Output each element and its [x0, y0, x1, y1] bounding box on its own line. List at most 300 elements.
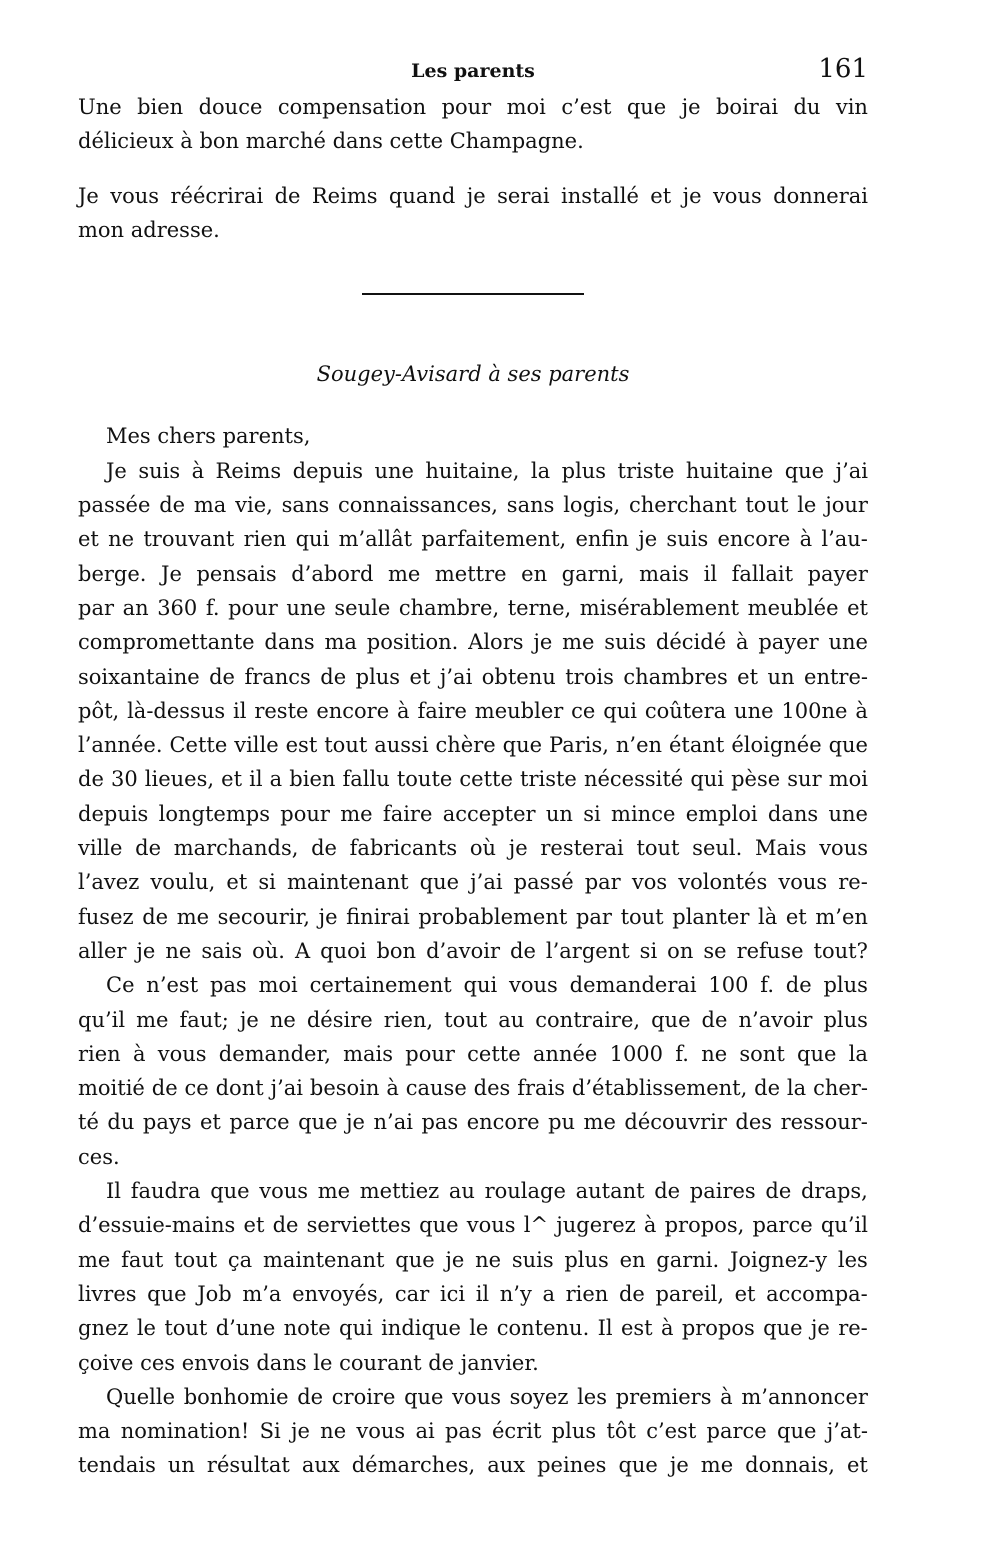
- word: d’établissement,: [571, 1076, 748, 1101]
- word: que: [404, 1384, 444, 1409]
- word: accepter: [442, 801, 536, 826]
- word: ne: [108, 527, 135, 552]
- word: un: [767, 664, 795, 689]
- word: sans: [281, 493, 330, 518]
- word: suis: [604, 630, 647, 655]
- word: vous: [712, 183, 762, 208]
- word: maintenant: [262, 1247, 385, 1272]
- paragraph-gap: [78, 159, 868, 179]
- word: que: [147, 1281, 187, 1306]
- word: on: [667, 938, 694, 963]
- word: ville: [78, 836, 123, 861]
- word: que: [298, 1110, 338, 1135]
- word: que: [763, 1316, 803, 1341]
- word: que: [618, 1453, 658, 1478]
- word: et: [200, 1110, 221, 1135]
- word: tôt: [606, 1419, 636, 1444]
- word: ma: [324, 630, 357, 655]
- word: à: [397, 698, 410, 723]
- word: 30: [110, 767, 138, 792]
- word: j’ai: [470, 870, 503, 895]
- word: Si: [259, 1419, 281, 1444]
- word: ressour-: [780, 1110, 868, 1135]
- text-line: [78, 1414, 868, 1448]
- word: fusez: [78, 904, 134, 929]
- word: douce: [198, 95, 263, 119]
- word: pour: [405, 1041, 455, 1066]
- text-line: [78, 797, 868, 831]
- word: parce: [752, 1213, 813, 1238]
- word: du: [793, 95, 821, 119]
- word: qui: [339, 1316, 373, 1341]
- word: finirai: [346, 904, 410, 929]
- closing-paragraph-2: [78, 179, 868, 248]
- closing-paragraph: [78, 90, 868, 159]
- word: décidé: [655, 630, 727, 655]
- word: position.: [366, 630, 459, 655]
- word: seul.: [692, 836, 743, 861]
- word: vin: [835, 95, 868, 119]
- word: il: [703, 561, 718, 586]
- word: par: [575, 904, 612, 929]
- word: plus: [823, 1007, 868, 1032]
- word: que: [784, 458, 825, 483]
- word: qu’il: [78, 1007, 126, 1032]
- word: plus: [564, 1247, 609, 1272]
- word: n’avoir: [738, 1007, 813, 1032]
- word: Reims: [311, 183, 378, 208]
- word: faire: [382, 801, 433, 826]
- word: vous: [356, 1419, 406, 1444]
- word: pèse: [731, 767, 781, 792]
- text-line: mon adresse.: [78, 217, 220, 242]
- word: écrit: [492, 1419, 542, 1444]
- word: pas: [421, 1110, 459, 1135]
- word: francs: [244, 664, 311, 689]
- word: pour: [280, 801, 330, 826]
- word: il: [233, 698, 247, 723]
- word: Cette: [169, 733, 228, 758]
- word: payer: [807, 561, 868, 586]
- word: de: [159, 493, 186, 518]
- word: une: [286, 595, 326, 620]
- word: n’en: [615, 733, 663, 758]
- word: Je: [78, 183, 99, 208]
- word: pour: [228, 595, 278, 620]
- word: tout: [444, 1007, 488, 1032]
- word: frais: [517, 1076, 566, 1101]
- word: coûtera: [644, 698, 727, 723]
- word: vous: [157, 1041, 207, 1066]
- word: sont: [739, 1041, 785, 1066]
- text-line: [78, 488, 868, 522]
- text-line: [78, 179, 868, 213]
- word: ma: [193, 493, 227, 518]
- word: ma: [78, 1419, 111, 1444]
- word: aussi: [374, 733, 429, 758]
- word: me: [387, 561, 421, 586]
- text-line: [78, 625, 868, 659]
- word: cause: [405, 1076, 467, 1101]
- word: quoi: [320, 938, 367, 963]
- word: réécrirai: [170, 183, 264, 208]
- word: chambres: [623, 664, 728, 689]
- word: indique: [381, 1316, 461, 1341]
- word: Il: [106, 1179, 122, 1204]
- word: à: [735, 630, 749, 655]
- word: jugerez: [556, 1213, 636, 1238]
- word: un: [167, 1453, 195, 1478]
- word: entre-: [804, 664, 868, 689]
- word: je: [810, 1316, 830, 1341]
- word: Je: [161, 561, 182, 586]
- word: je: [638, 527, 658, 552]
- text-line: [78, 454, 868, 488]
- word: d’une: [215, 1316, 276, 1341]
- word: j’ai: [835, 458, 868, 483]
- word: installé: [561, 183, 639, 208]
- word: 1000: [609, 1041, 664, 1066]
- word: demanderai: [569, 973, 697, 998]
- word: sais: [201, 938, 243, 963]
- word: m’allât: [338, 527, 413, 552]
- word: il: [249, 767, 263, 792]
- word: de: [785, 973, 812, 998]
- word: l’au-: [821, 527, 868, 552]
- text-line: [78, 1380, 868, 1414]
- word: bien: [137, 95, 184, 119]
- word: de: [142, 904, 169, 929]
- word: de: [151, 1076, 178, 1101]
- word: me: [583, 1110, 616, 1135]
- word: contenu.: [496, 1316, 590, 1341]
- word: de: [510, 938, 536, 963]
- word: c’est: [561, 95, 612, 119]
- text-line: [78, 1037, 868, 1071]
- word: ça: [227, 1247, 253, 1272]
- word: me: [562, 630, 595, 655]
- word: rien: [565, 1281, 609, 1306]
- word: parfaitement,: [421, 527, 567, 552]
- word: berge.: [78, 561, 147, 586]
- word: qu’il: [820, 1213, 868, 1238]
- word: si: [258, 870, 276, 895]
- word: mais: [639, 561, 690, 586]
- word: je: [682, 183, 702, 208]
- word: de: [78, 767, 104, 792]
- word: croire: [331, 1384, 396, 1409]
- word: c’est: [646, 1419, 697, 1444]
- word: draps,: [800, 1179, 868, 1204]
- word: que: [797, 1041, 837, 1066]
- word: par: [78, 595, 115, 620]
- word: tout?: [813, 938, 868, 963]
- running-header: [78, 54, 868, 90]
- word: cherchant: [629, 493, 737, 518]
- word: les: [577, 1384, 608, 1409]
- word: le: [136, 1316, 156, 1341]
- word: propos: [681, 1316, 755, 1341]
- word: à: [660, 1316, 674, 1341]
- word: nomination!: [120, 1419, 250, 1444]
- word: cette: [467, 1041, 521, 1066]
- word: m’a: [242, 1281, 282, 1306]
- word: une: [374, 458, 414, 483]
- word: emploi: [685, 801, 758, 826]
- word: et: [846, 1453, 868, 1478]
- word: mettiez: [359, 1179, 440, 1204]
- text-line: [78, 522, 868, 556]
- word: par: [584, 870, 621, 895]
- word: me: [700, 1453, 734, 1478]
- word: logis,: [563, 493, 621, 518]
- word: le: [469, 1316, 489, 1341]
- word: de: [320, 664, 347, 689]
- word: je: [466, 183, 486, 208]
- letter-paragraph-1: [78, 454, 868, 968]
- word: me: [176, 904, 210, 929]
- word: re-: [838, 870, 868, 895]
- word: à: [799, 527, 813, 552]
- word: 360: [157, 595, 198, 620]
- word: je: [508, 836, 528, 861]
- word: pensais: [196, 561, 277, 586]
- word: m’annoncer: [741, 1384, 868, 1409]
- word: té: [78, 1110, 99, 1135]
- word: je: [445, 1247, 465, 1272]
- word: rien: [78, 1041, 121, 1066]
- word: suis: [511, 1247, 554, 1272]
- word: que: [210, 1179, 250, 1204]
- word: aux: [301, 1453, 340, 1478]
- word: dont: [215, 1076, 264, 1101]
- word: donnais,: [745, 1453, 835, 1478]
- word: vie,: [235, 493, 273, 518]
- word: ne: [475, 1247, 502, 1272]
- word: une: [828, 630, 868, 655]
- word: à: [855, 698, 868, 723]
- word: de: [765, 1179, 792, 1204]
- word: bonhomie: [183, 1384, 289, 1409]
- word: pareil,: [655, 1281, 724, 1306]
- word: découvrir: [624, 1110, 727, 1135]
- word: an: [122, 595, 149, 620]
- word: si: [583, 801, 601, 826]
- text-line: [78, 865, 868, 899]
- word: j’ai: [270, 1076, 303, 1101]
- word: rien,: [383, 1007, 434, 1032]
- word: Mais: [754, 836, 807, 861]
- word: que: [828, 733, 868, 758]
- word: fabricants: [349, 836, 458, 861]
- word: nécessité: [583, 767, 684, 792]
- word: une: [734, 698, 774, 723]
- text-line: [78, 1277, 868, 1311]
- letter-paragraph-2: [78, 968, 868, 1174]
- word: faut: [121, 1247, 164, 1272]
- word: je: [136, 938, 156, 963]
- word: envoyés,: [292, 1281, 385, 1306]
- text-line: [78, 934, 868, 968]
- text-line: [78, 762, 868, 796]
- word: cher-: [813, 1076, 868, 1101]
- word: compensation: [277, 95, 427, 119]
- word: plus: [823, 973, 868, 998]
- word: la: [786, 1076, 807, 1101]
- word: de: [135, 836, 162, 861]
- word: année: [532, 1041, 598, 1066]
- word: plus: [551, 1419, 597, 1444]
- word: je: [669, 1453, 689, 1478]
- word: payer: [758, 630, 819, 655]
- word: de: [274, 183, 301, 208]
- word: et: [734, 1281, 756, 1306]
- word: voulu,: [150, 870, 216, 895]
- word: certainement: [309, 973, 452, 998]
- word: serviettes: [306, 1213, 411, 1238]
- word: Une: [78, 95, 122, 119]
- word: refuse: [736, 938, 804, 963]
- word: 100ne: [781, 698, 848, 723]
- word: enfin: [575, 527, 629, 552]
- text-line: [78, 1105, 868, 1139]
- word: que: [626, 95, 667, 119]
- word: resterai: [540, 836, 624, 861]
- word: parce: [229, 1110, 290, 1135]
- word: l’avez: [78, 870, 140, 895]
- word: peines: [537, 1453, 607, 1478]
- word: moi: [258, 973, 298, 998]
- word: moi: [506, 95, 546, 119]
- word: là-dessus: [127, 698, 226, 723]
- word: que: [395, 1247, 435, 1272]
- word: je: [318, 904, 338, 929]
- word: cette: [459, 767, 513, 792]
- word: lieues,: [144, 767, 215, 792]
- word: plus: [561, 458, 607, 483]
- word: parce: [706, 1419, 767, 1444]
- word: chambre,: [398, 595, 500, 620]
- word: terne,: [507, 595, 572, 620]
- word: f.: [205, 595, 220, 620]
- word: m’en: [815, 904, 868, 929]
- word: ville: [234, 733, 279, 758]
- word: passée: [78, 493, 151, 518]
- word: tout: [620, 904, 664, 929]
- word: l’argent: [545, 938, 630, 963]
- word: Job: [197, 1281, 232, 1306]
- word: note: [283, 1316, 331, 1341]
- word: de: [701, 1007, 728, 1032]
- word: vos: [631, 870, 668, 895]
- word: Paris,: [549, 733, 609, 758]
- word: il: [475, 1281, 490, 1306]
- word: aux: [487, 1453, 526, 1478]
- word: qui: [295, 527, 330, 552]
- word: des: [473, 1076, 511, 1101]
- word: f.: [675, 1041, 689, 1066]
- word: se: [703, 938, 727, 963]
- word: connaissances,: [338, 493, 498, 518]
- word: misérablement: [579, 595, 740, 620]
- word: rien: [243, 527, 287, 552]
- text-line: [78, 900, 868, 934]
- page-number: 161: [818, 54, 868, 84]
- word: donnerai: [773, 183, 868, 208]
- word: quand: [388, 183, 456, 208]
- word: pôt,: [78, 698, 120, 723]
- word: roulage: [484, 1179, 566, 1204]
- word: 100: [708, 973, 749, 998]
- word: un: [545, 801, 573, 826]
- word: que: [419, 870, 460, 895]
- word: soyez: [509, 1384, 569, 1409]
- word: au: [498, 1007, 525, 1032]
- word: je: [239, 1007, 259, 1032]
- word: d’avoir: [426, 938, 500, 963]
- word: ne: [320, 1419, 347, 1444]
- word: pour: [441, 95, 492, 119]
- text-line: [78, 1208, 868, 1242]
- word: et: [737, 664, 759, 689]
- word: où: [469, 836, 497, 861]
- word: A: [294, 938, 311, 963]
- word: démarches,: [351, 1453, 476, 1478]
- word: mince: [611, 801, 676, 826]
- word: ici: [439, 1281, 466, 1306]
- word: triste: [617, 458, 675, 483]
- word: serai: [497, 183, 550, 208]
- word: boirai: [715, 95, 779, 119]
- word: l^: [523, 1213, 549, 1238]
- word: à: [191, 458, 205, 483]
- letter-paragraph-3: [78, 1174, 868, 1380]
- word: en: [619, 1247, 646, 1272]
- word: fallait: [731, 561, 794, 586]
- word: vous: [466, 1213, 516, 1238]
- word: car: [394, 1281, 430, 1306]
- word: tendais: [78, 1453, 156, 1478]
- word: vous: [509, 973, 558, 998]
- word: éloignée: [731, 733, 822, 758]
- word: bon: [376, 938, 417, 963]
- word: la: [848, 1041, 868, 1066]
- body-text: [78, 90, 868, 1483]
- word: vous: [110, 183, 160, 208]
- word: demander,: [218, 1041, 331, 1066]
- word: de: [272, 1213, 299, 1238]
- word: des: [735, 1110, 773, 1135]
- word: dans: [767, 801, 819, 826]
- word: marchands,: [173, 836, 299, 861]
- word: ne: [269, 1007, 296, 1032]
- word: maintenant: [286, 870, 409, 895]
- word: me: [340, 801, 373, 826]
- word: est: [285, 733, 318, 758]
- word: toute: [396, 767, 453, 792]
- word: livres: [78, 1281, 137, 1306]
- word: f.: [760, 973, 774, 998]
- word: a: [269, 767, 283, 792]
- word: garni.: [656, 1247, 720, 1272]
- word: que: [777, 1419, 817, 1444]
- word: pas: [444, 1419, 482, 1444]
- word: d’essuie-mains: [78, 1213, 236, 1238]
- word: n’ai: [373, 1110, 413, 1135]
- word: est: [620, 1316, 653, 1341]
- text-line: [78, 1448, 868, 1482]
- text-line: [78, 591, 868, 625]
